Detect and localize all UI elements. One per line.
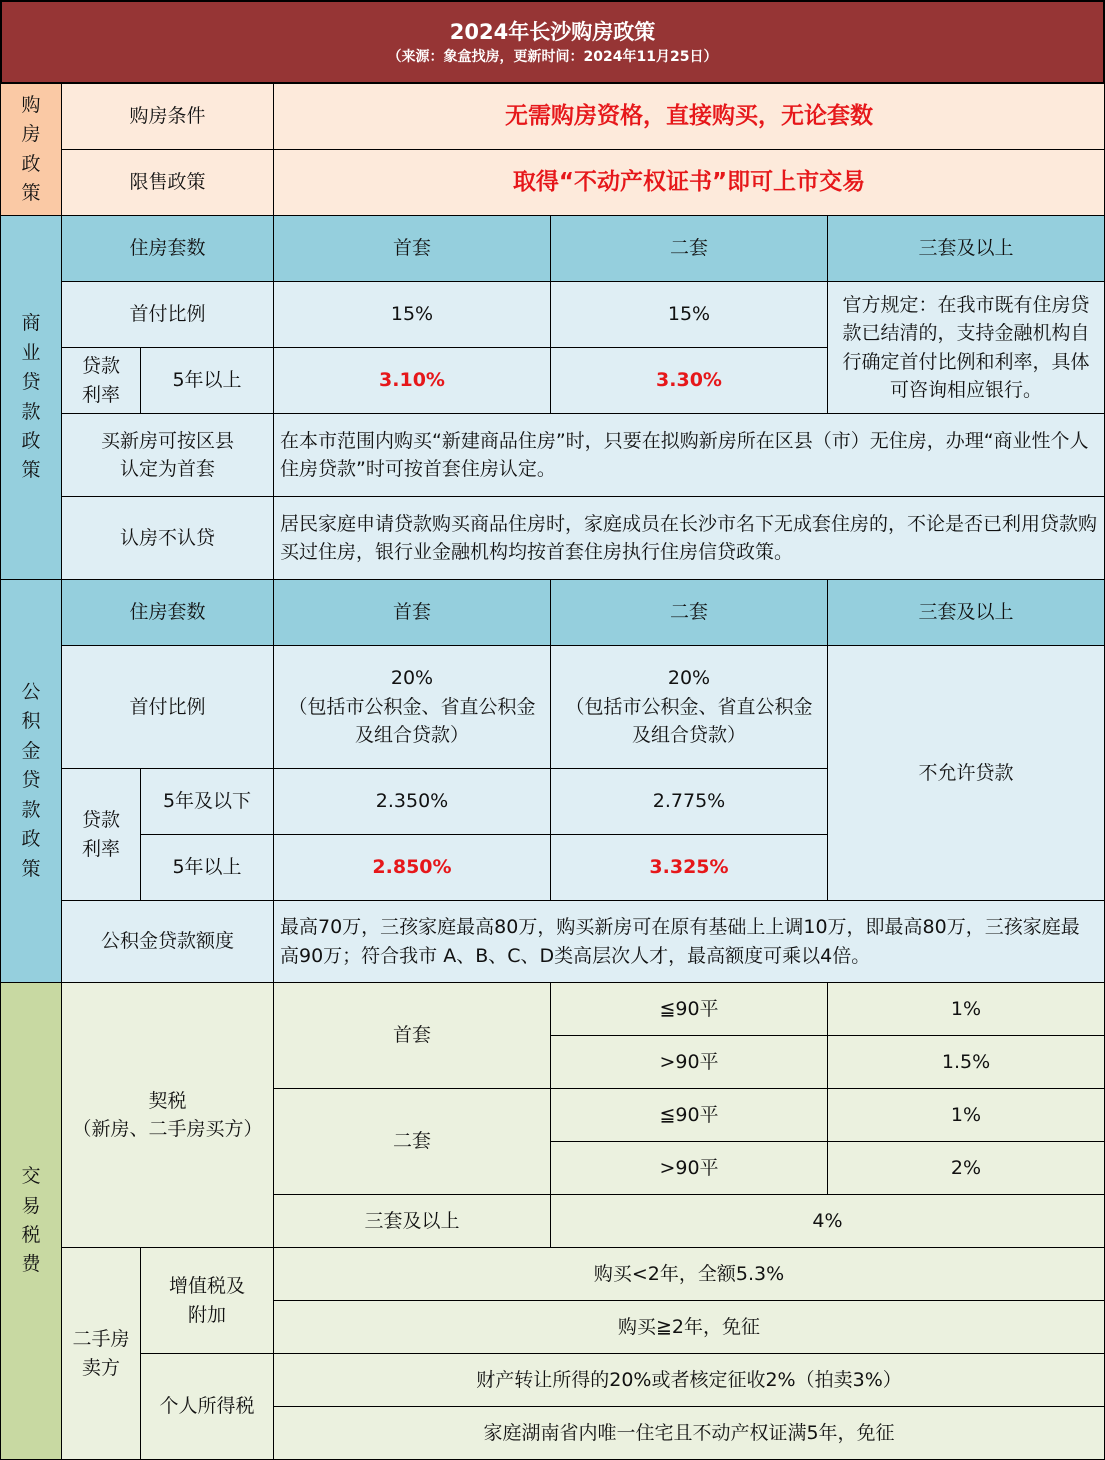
deed-first-gt90-area: >90平 [550, 1035, 828, 1089]
commercial-house-count-label: 住房套数 [61, 215, 274, 282]
fund-rate-short-second: 2.775% [550, 768, 828, 835]
commercial-official-note: 官方规定：在我市既有住房贷款已结清的，支持金融机构自行确定首付比例和利率，具体可咨询相应银行。 [827, 281, 1105, 414]
deed-tax-third: 三套及以上 [273, 1194, 551, 1248]
commercial-header-first: 首套 [273, 215, 551, 282]
commercial-rate-second: 3.30% [550, 347, 828, 414]
deed-first-gt90-rate: 1.5% [827, 1035, 1105, 1089]
purchase-condition-value: 无需购房资格，直接购买，无论套数 [273, 83, 1105, 150]
income-tax-rate: 财产转让所得的20%或者核定征收2%（拍卖3%） [273, 1353, 1105, 1407]
resale-restriction-label: 限售政策 [61, 149, 274, 216]
commercial-rate-term: 5年以上 [140, 347, 274, 414]
deed-first-le90-area: ≦90平 [550, 982, 828, 1036]
recognize-house-label: 认房不认贷 [61, 496, 274, 580]
commercial-rate-first: 3.10% [273, 347, 551, 414]
deed-second-le90-area: ≦90平 [550, 1088, 828, 1142]
title-banner [0, 0, 1105, 84]
resale-restriction-value: 取得“不动产权证书”即可上市交易 [273, 149, 1105, 216]
fund-header-second: 二套 [550, 579, 828, 646]
fund-down-payment-second: 20% （包括市公积金、省直公积金 及组合贷款） [550, 645, 828, 769]
fund-house-count-label: 住房套数 [61, 579, 274, 646]
fund-rate-short-first: 2.350% [273, 768, 551, 835]
fund-not-allowed: 不允许贷款 [827, 645, 1105, 901]
commercial-down-payment-second: 15% [550, 281, 828, 348]
fund-term-long: 5年以上 [140, 834, 274, 901]
fund-term-short: 5年及以下 [140, 768, 274, 835]
deed-second-gt90-rate: 2% [827, 1141, 1105, 1195]
fund-down-payment-label: 首付比例 [61, 645, 274, 769]
vat-label: 增值税及 附加 [140, 1247, 274, 1354]
deed-first-le90-rate: 1% [827, 982, 1105, 1036]
fund-quota-text: 最高70万，三孩家庭最高80万，购买新房可在原有基础上上调10万，即最高80万，三孩家庭最高90万；符合我市 A、B、C、D类高层次人才，最高额度可乘以4倍。 [273, 900, 1105, 983]
commercial-rate-label: 贷款 利率 [61, 347, 141, 414]
purchase-condition-label: 购房条件 [61, 83, 274, 150]
commercial-down-payment-label: 首付比例 [61, 281, 274, 348]
fund-down-payment-first: 20% （包括市公积金、省直公积金 及组合贷款） [273, 645, 551, 769]
fund-header-first: 首套 [273, 579, 551, 646]
deed-third-rate: 4% [550, 1194, 1105, 1248]
fund-rate-long-second: 3.325% [550, 834, 828, 901]
income-tax-label: 个人所得税 [140, 1353, 274, 1460]
vat-under-2-years: 购买<2年，全额5.3% [273, 1247, 1105, 1301]
section-label-commercial-loan: 商 业 贷 款 政 策 [0, 215, 62, 580]
deed-second-le90-rate: 1% [827, 1088, 1105, 1142]
commercial-down-payment-first: 15% [273, 281, 551, 348]
county-first-home-label: 买新房可按区县 认定为首套 [61, 413, 274, 497]
fund-rate-label: 贷款 利率 [61, 768, 141, 901]
section-label-purchase: 购 房 政 策 [0, 83, 62, 216]
page-title: 2024年长沙购房政策 [449, 19, 656, 44]
vat-over-2-years: 购买≧2年，免征 [273, 1300, 1105, 1354]
fund-header-third: 三套及以上 [827, 579, 1105, 646]
deed-tax-label: 契税 （新房、二手房买方） [61, 982, 274, 1248]
fund-rate-long-first: 2.850% [273, 834, 551, 901]
recognize-house-text: 居民家庭申请贷款购买商品住房时，家庭成员在长沙市名下无成套住房的，不论是否已利用贷款购买过住房，银行业金融机构均按首套住房执行住房信贷政策。 [273, 496, 1105, 580]
deed-second-gt90-area: >90平 [550, 1141, 828, 1195]
source-line: （来源：象盒找房，更新时间：2024年11月25日） [387, 49, 718, 66]
section-label-provident-fund: 公 积 金 贷 款 政 策 [0, 579, 62, 983]
seller-label: 二手房 卖方 [61, 1247, 141, 1460]
fund-quota-label: 公积金贷款额度 [61, 900, 274, 983]
county-first-home-text: 在本市范围内购买“新建商品住房”时，只要在拟购新房所在区县（市）无住房，办理“商业性个人住房贷款”时可按首套住房认定。 [273, 413, 1105, 497]
commercial-header-third: 三套及以上 [827, 215, 1105, 282]
deed-tax-first: 首套 [273, 982, 551, 1089]
section-label-transaction-tax: 交 易 税 费 [0, 982, 62, 1460]
commercial-header-second: 二套 [550, 215, 828, 282]
income-tax-exemption: 家庭湖南省内唯一住宅且不动产权证满5年，免征 [273, 1406, 1105, 1460]
deed-tax-second: 二套 [273, 1088, 551, 1195]
